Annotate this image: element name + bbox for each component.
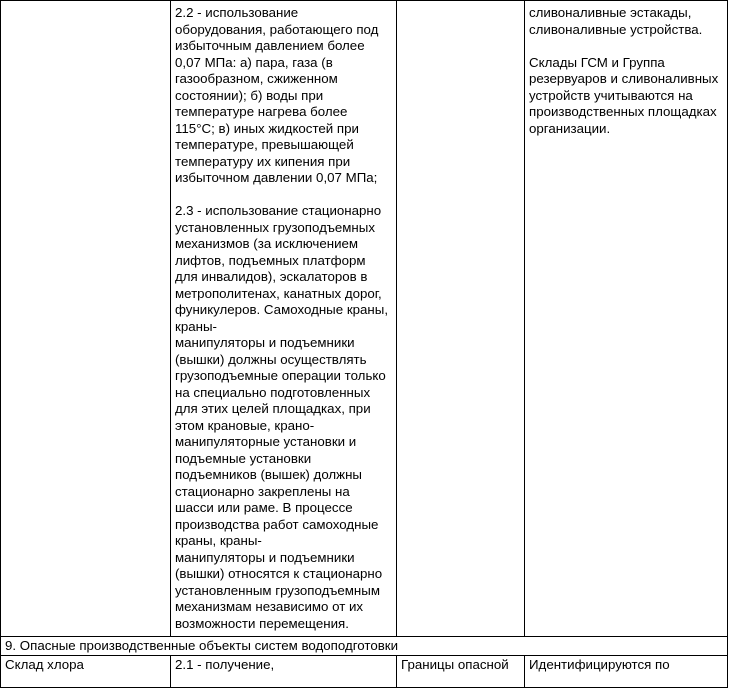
text-line: производства работ самоходные xyxy=(175,516,379,532)
text-line: газообразном, сжиженном xyxy=(175,71,338,86)
cell-criteria: 2.1 - получение, xyxy=(171,655,397,687)
text-line: 2.3 - использование стационарно xyxy=(175,203,382,218)
section-heading: 9. Опасные производственные объекты систем водоподготовки xyxy=(1,637,728,656)
text-line: метрополитенах, канатных дорог, xyxy=(175,285,382,301)
text-line: шасси или раме. В процессе xyxy=(175,500,353,515)
text-line: фуникулеров. Самоходные краны, xyxy=(175,302,389,317)
cell-criteria xyxy=(171,1,397,637)
text-line: избыточным давлением более xyxy=(175,38,365,53)
table-row-requirements xyxy=(1,1,728,637)
identification-para-2 xyxy=(529,55,724,138)
paragraph-gap xyxy=(175,187,393,204)
text-line: (вышки) относятся к стационарно xyxy=(175,566,383,581)
text-line: 2.2 - использование xyxy=(175,5,299,20)
text-line: организации. xyxy=(529,120,611,136)
text-line: состоянии); б) воды при xyxy=(175,87,324,103)
text-line: манипуляторные установки и xyxy=(175,434,357,449)
text-line: температуре, превышающей xyxy=(175,137,354,152)
cell-boundaries xyxy=(397,1,525,637)
identification-para-1 xyxy=(529,5,724,38)
cell-object-name xyxy=(1,1,171,637)
text-line: краны- xyxy=(175,318,217,334)
text-line: сливоналивные эстакады, xyxy=(529,5,692,20)
text-line: избыточном давлении 0,07 МПа; xyxy=(175,170,378,185)
text-line: этом крановые, крано- xyxy=(175,417,315,433)
text-line: манипуляторы и подъемники xyxy=(175,549,355,565)
text-line: механизмов (за исключением xyxy=(175,236,359,251)
table-row-section-heading xyxy=(1,637,728,656)
text-line: подъемников (вышек) должны xyxy=(175,467,362,482)
text-line: температуре нагрева более xyxy=(175,104,348,119)
text-line: (вышки) должны осуществлять xyxy=(175,351,367,367)
text-line: механизмам независимо от их xyxy=(175,599,364,614)
text-line: устройств учитываются на xyxy=(529,87,693,103)
text-line: оборудования, работающего под xyxy=(175,21,379,37)
text-line: установленным грузоподъемным xyxy=(175,582,380,598)
text-line: лифтов, подъемных платформ xyxy=(175,252,366,268)
text-line: манипуляторы и подъемники xyxy=(175,335,355,350)
text-line: сливоналивные устройства. xyxy=(529,21,703,37)
text-line: грузоподъемные операции только xyxy=(175,368,386,383)
text-line: на специально подготовленных xyxy=(175,384,371,400)
text-line: Склады ГСМ и Группа xyxy=(529,54,665,70)
text-line: производственных площадках xyxy=(529,104,717,119)
text-line: для инвалидов), эскалаторов в xyxy=(175,269,368,284)
text-line: подъемные установки xyxy=(175,450,312,466)
text-line: резервуаров и сливоналивных xyxy=(529,71,719,86)
text-line: стационарно закреплены на xyxy=(175,483,350,499)
text-line: возможности перемещения. xyxy=(175,615,349,631)
cell-identification: Идентифицируются по xyxy=(525,655,728,687)
text-line: температуру их кипения при xyxy=(175,153,351,169)
cell-boundaries: Границы опасной xyxy=(397,655,525,687)
text-line: 0,07 МПа: а) пара, газа (в xyxy=(175,54,333,70)
text-line: 115°С; в) иных жидкостей при xyxy=(175,120,359,136)
paragraph-gap xyxy=(529,38,724,55)
cell-object-name: Склад хлора xyxy=(1,655,171,687)
table-row-chlorine-storage xyxy=(1,655,728,687)
criteria-para-2-2 xyxy=(175,5,393,187)
text-line: для этих целей площадках, при xyxy=(175,401,371,416)
cell-identification xyxy=(525,1,728,637)
text-line: краны, краны- xyxy=(175,533,262,548)
criteria-para-2-3 xyxy=(175,203,393,632)
text-line: установленных грузоподъемных xyxy=(175,219,375,235)
